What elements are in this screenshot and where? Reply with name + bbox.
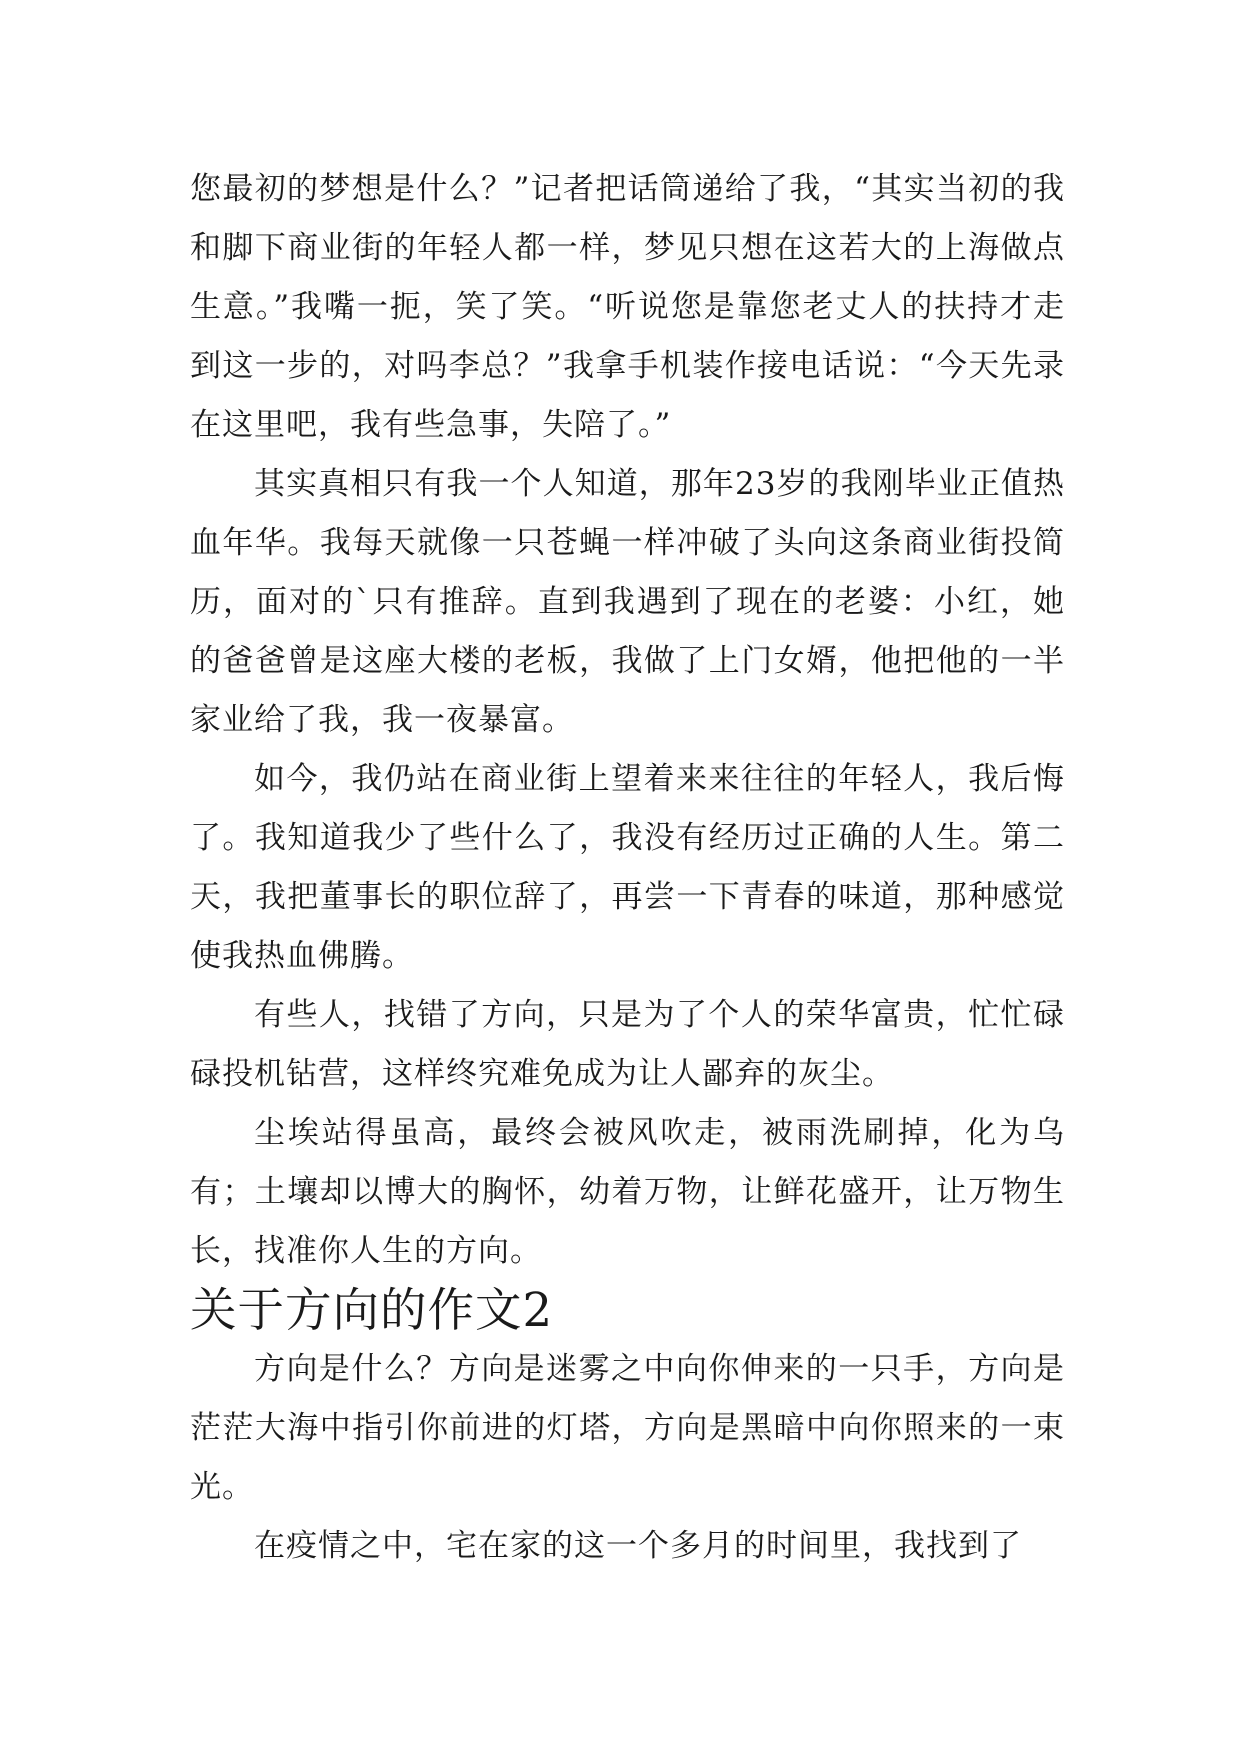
paragraph-1: 您最初的梦想是什么？”记者把话筒递给了我，“其实当初的我和脚下商业街的年轻人都一样，梦见只想在这若大的上海做点生意。”我嘴一扼，笑了笑。“听说您是靠您老丈人的扶持才走到这一步的，对吗李总？”我拿手机装作接电话说：“今天先录在这里吧，我有些急事，失陪了。” — [190, 171, 1065, 443]
paragraph-3: 如今，我仍站在商业街上望着来来往往的年轻人，我后悔了。我知道我少了些什么了，我没有经历过正确的人生。第二天，我把董事长的职位辞了，再尝一下青春的味道，那种感觉使我热血佛腾。 — [190, 761, 1065, 974]
paragraph-7: 在疫情之中，宅在家的这一个多月的时间里，我找到了 — [254, 1528, 1022, 1564]
section-heading: 关于方向的作文2 — [190, 1283, 554, 1337]
document-body — [190, 160, 1065, 1576]
paragraph-2: 其实真相只有我一个人知道，那年23岁的我刚毕业正值热血年华。我每天就像一只苍蝇一样冲破了头向这条商业街投简历，面对的`只有推辞。直到我遇到了现在的老婆：小红，她的爸爸曾是这座大楼的老板，我做了上门女婿，他把他的一半家业给了我，我一夜暴富。 — [190, 466, 1065, 738]
paragraph-6: 方向是什么？方向是迷雾之中向你伸来的一只手，方向是茫茫大海中指引你前进的灯塔，方向是黑暗中向你照来的一束光。 — [190, 1351, 1065, 1505]
paragraph-5: 尘埃站得虽高，最终会被风吹走，被雨洗刷掉，化为乌有；土壤却以博大的胸怀，幼着万物，让鲜花盛开，让万物生长，找准你人生的方向。 — [190, 1115, 1065, 1269]
paragraph-4: 有些人，找错了方向，只是为了个人的荣华富贵，忙忙碌碌投机钻营，这样终究难免成为让人鄙弃的灰尘。 — [190, 997, 1065, 1092]
